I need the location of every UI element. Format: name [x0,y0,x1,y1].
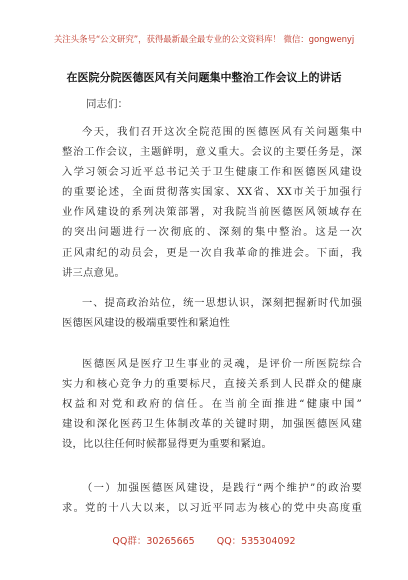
promo-banner: 关注头条号“公文研究”，获得最新最全最专业的公文资料库！ 微信：gongwenyj [53,35,355,45]
text-line: 设，比以往任何时候都显得更为重要和紧迫。 [62,438,272,451]
paragraph-body [62,354,362,454]
text-line: （一）加强医德医风建设，是践行“两个维护”的政治要 [82,482,362,494]
section-heading [62,293,362,333]
text-line: 的突出问题进行一次彻底的、深刻的集中整治。这是一次 [62,226,362,239]
text-line: 正风肃纪的动员会，更是一次自我革命的推进会。下面，我 [62,246,362,259]
text-line: 医德医风是医疗卫生事业的灵魂，是评价一所医院综合 [82,358,362,370]
text-line: 求。党的十八大以来，以习近平同志为核心的党中央高度重 [62,502,362,515]
salutation: 同志们： [86,98,128,110]
text-line: 今天，我们召开这次全院范围的医德医风有关问题集中 [82,126,362,138]
text-line: 的重要论述，全面贯彻落实国家、XX省、XX市关于加强行 [62,186,362,199]
text-line: 一、提高政治站位，统一思想认识，深刻把握新时代加强 [82,297,362,309]
paragraph-subsection [62,478,362,518]
document-title: 在医院分院医德医风有关问题集中整治工作会议上的讲话 [66,71,342,84]
footer-contact [0,533,408,547]
text-line: 建设和深化医药卫生体制改革的关键时期，加强医德医风建 [62,418,362,431]
qq-group-text: QQ群：30265665 [112,536,195,547]
text-line: 医德医风建设的极端重要性和紧迫性 [62,317,230,330]
text-line: 业作风建设的系列决策部署，对我院当前医德医风领域存在 [62,206,362,219]
text-line: 权益和对党和政府的信任。在当前全面推进“健康中国” [62,398,362,411]
text-line: 实力和核心竞争力的重要标尺，直接关系到人民群众的健康 [62,378,362,391]
text-line: 讲三点意见。 [62,266,125,279]
text-line: 入学习领会习近平总书记关于卫生健康工作和医德医风建设 [62,166,362,179]
qq-contact-text: QQ：535304092 [216,536,296,547]
paragraph-intro [62,122,362,283]
text-line: 整治工作会议，主题鲜明，意义重大。会议的主要任务是，深 [62,146,362,159]
